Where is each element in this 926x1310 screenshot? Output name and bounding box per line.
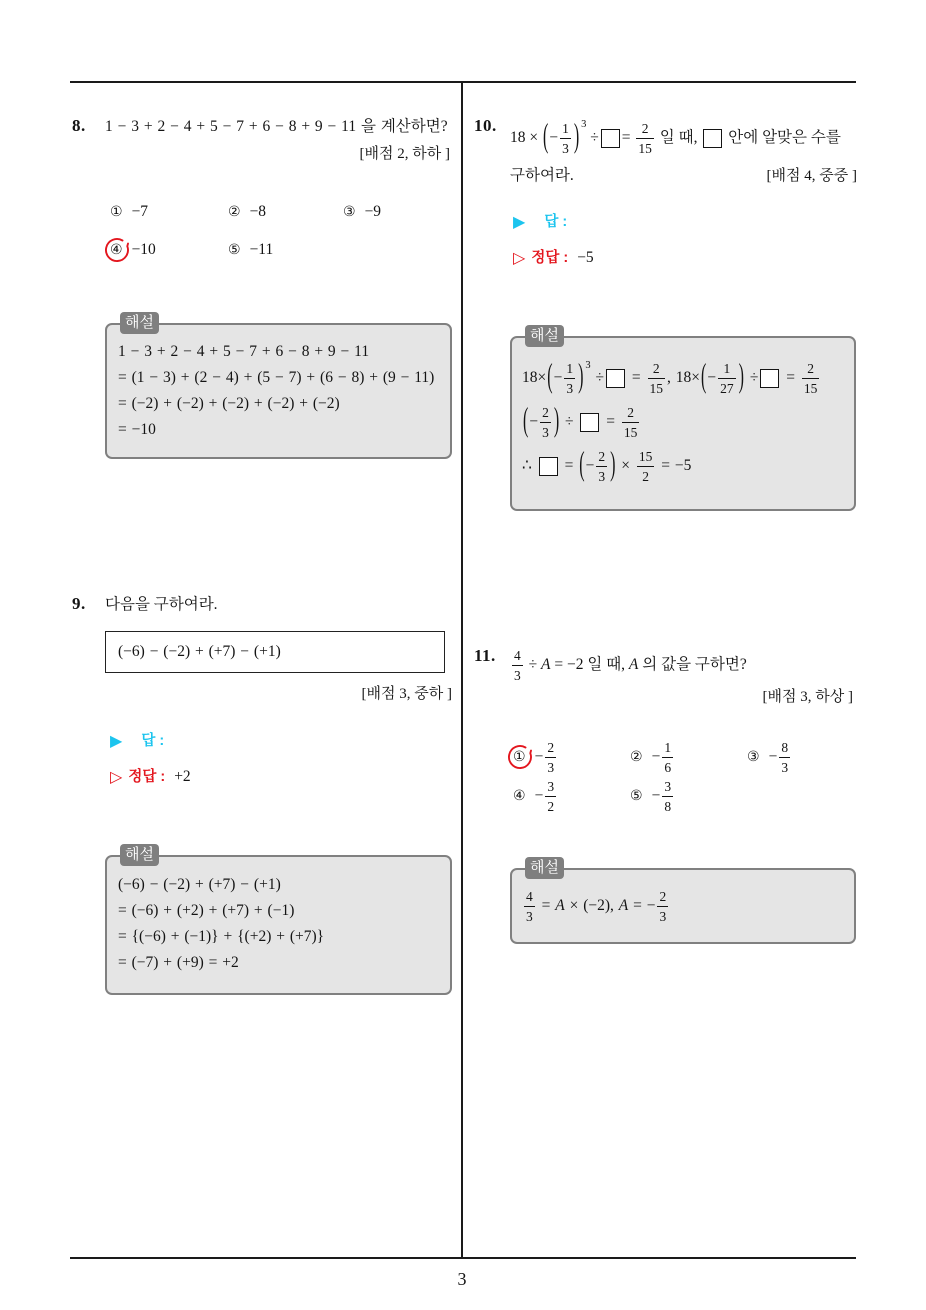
explanation-line: = (−2) + (−2) + (−2) + (−2) + (−2) — [118, 395, 340, 412]
fraction-denominator: 27 — [718, 378, 736, 396]
choice-2 — [630, 741, 675, 773]
math-text: 의 값을 구하면? — [638, 656, 747, 673]
math-text: × — [616, 457, 635, 474]
math-text: − — [651, 748, 661, 765]
math-text: = − — [628, 897, 656, 914]
explanation-label: 해설 — [120, 312, 159, 334]
fraction-numerator: 8 — [781, 739, 789, 755]
choice-value: −9 — [364, 203, 382, 220]
fraction-denominator: 3 — [545, 757, 556, 775]
exponent: 3 — [585, 360, 591, 371]
fraction-denominator: 3 — [596, 466, 607, 484]
fraction-denominator: 3 — [564, 378, 575, 396]
fraction — [657, 889, 668, 924]
question-stem-line-2: 구하여라. — [510, 167, 574, 184]
answer-row — [513, 212, 567, 232]
choice-mark: ⑤ — [630, 788, 643, 804]
math-variable: A — [618, 897, 629, 914]
question-number: 9. — [72, 594, 86, 613]
choice-5 — [228, 240, 273, 260]
choice-value: −10 — [131, 241, 156, 258]
fraction — [545, 779, 556, 814]
fraction-numerator: 4 — [526, 888, 533, 904]
correct-marker-icon: ▷ — [513, 248, 526, 267]
explanation-label: 해설 — [525, 857, 564, 879]
question-stem — [510, 646, 747, 684]
fraction-denominator: 3 — [779, 757, 790, 775]
fraction-denominator: 3 — [512, 665, 523, 683]
correct-value: −5 — [577, 249, 594, 266]
math-text: ÷ — [744, 369, 759, 386]
explanation-line: (−6) − (−2) + (+7) − (+1) — [118, 876, 281, 893]
explanation-label: 해설 — [525, 325, 564, 347]
answer-circle-mark — [506, 743, 534, 771]
correct-label: 정답 : — [531, 250, 569, 266]
explanation-line — [522, 400, 854, 444]
page-number: 3 — [457, 1269, 467, 1289]
correct-value: +2 — [174, 768, 191, 785]
choice-value — [535, 779, 559, 814]
math-text: 18 × — [510, 129, 542, 146]
fraction — [545, 740, 556, 775]
choice-value: −8 — [249, 203, 267, 220]
fraction — [648, 361, 666, 396]
points-tag: [배점 3, 하상 ] — [762, 689, 853, 705]
fraction — [779, 740, 790, 775]
explanation-line: 1 − 3 + 2 − 4 + 5 − 7 + 6 − 8 + 9 − 11 — [118, 343, 370, 360]
fraction-denominator: 3 — [524, 906, 535, 924]
explanation-line: = (−7) + (+9) = +2 — [118, 954, 239, 971]
big-parenthesis: ) — [610, 447, 616, 483]
choice-mark: ③ — [343, 204, 356, 220]
question-stem: 다음을 구하여라. — [105, 596, 218, 613]
question-number: 10. — [474, 116, 497, 135]
fraction-denominator: 8 — [662, 796, 673, 814]
choice-value: −7 — [131, 203, 149, 220]
choice-mark: ② — [630, 749, 643, 765]
math-text: 안에 알맞은 수를 — [724, 129, 841, 146]
choice-mark: ① — [513, 749, 526, 765]
question-stem: 1 − 3 + 2 − 4 + 5 − 7 + 6 − 8 + 9 − 11 을 계산하면? — [105, 118, 448, 135]
answer-blank-box — [601, 129, 620, 148]
math-text: − — [529, 413, 539, 430]
math-variable: A — [541, 656, 551, 673]
math-text: 18× — [522, 369, 547, 386]
fraction-denominator: 15 — [802, 378, 820, 396]
math-text: ÷ — [590, 369, 605, 386]
question-number: 11. — [474, 646, 496, 665]
choice-mark: ③ — [747, 749, 760, 765]
explanation-line — [522, 444, 854, 488]
big-parenthesis: ( — [547, 359, 553, 395]
fraction-numerator: 1 — [664, 739, 672, 755]
explanation-line: = −10 — [118, 421, 156, 438]
choice-4 — [513, 780, 558, 812]
answer-circle-mark — [103, 236, 131, 264]
fraction-denominator: 3 — [657, 906, 668, 924]
fraction-numerator: 4 — [514, 647, 521, 663]
big-parenthesis: ) — [553, 403, 560, 439]
question-stem-line-1 — [510, 115, 841, 161]
fraction-denominator: 2 — [545, 796, 556, 814]
choice-mark: ④ — [513, 788, 526, 804]
fraction-numerator: 2 — [807, 360, 814, 376]
choice-mark: ② — [228, 204, 241, 220]
correct-label: 정답 : — [128, 769, 166, 785]
math-text: − — [707, 369, 717, 386]
choice-1 — [110, 202, 148, 222]
fraction-numerator: 2 — [641, 120, 649, 136]
fraction — [802, 361, 820, 396]
fraction — [637, 449, 655, 484]
math-text: = — [536, 897, 556, 914]
expression-text: (−6) − (−2) + (+7) − (+1) — [118, 643, 281, 660]
big-parenthesis: ( — [579, 447, 585, 483]
math-text: = −5 — [656, 457, 692, 474]
fraction-numerator: 2 — [627, 404, 635, 420]
math-text: = — [621, 129, 635, 146]
fraction — [636, 121, 654, 156]
choice-value — [652, 740, 676, 775]
math-text: − — [553, 369, 563, 386]
answer-blank-box — [606, 369, 625, 388]
explanation-box — [510, 336, 856, 511]
fraction-denominator: 6 — [662, 757, 673, 775]
answer-blank-box — [703, 129, 722, 148]
fraction-numerator: 2 — [652, 360, 660, 376]
explanation-label: 해설 — [120, 844, 159, 866]
fraction-numerator: 3 — [664, 778, 672, 794]
answer-marker-icon: ▶ — [110, 731, 123, 750]
points-tag: [배점 3, 중하 ] — [361, 686, 452, 702]
math-text: = −2 일 때, — [550, 656, 629, 673]
math-variable: A — [555, 897, 565, 914]
top-rule — [70, 81, 856, 83]
fraction — [524, 889, 535, 924]
correct-answer-row — [513, 248, 594, 268]
big-parenthesis: ) — [573, 119, 580, 155]
fraction-numerator: 2 — [542, 404, 549, 420]
choice-mark: ⑤ — [228, 242, 241, 258]
fraction-denominator: 15 — [648, 378, 666, 396]
big-parenthesis: ) — [578, 359, 584, 395]
choice-value — [769, 740, 793, 775]
math-text: 일 때, — [655, 129, 702, 146]
math-text: − — [534, 748, 544, 765]
answer-row — [110, 731, 164, 751]
choice-3 — [747, 741, 792, 773]
points-tag: [배점 4, 중중 ] — [766, 168, 857, 184]
choice-3 — [343, 202, 381, 222]
math-text: , 18× — [667, 369, 701, 386]
explanation-line: = (1 − 3) + (2 − 4) + (5 − 7) + (6 − 8) + (9 − 11) — [118, 369, 435, 386]
explanation-line — [522, 356, 854, 400]
question-number: 8. — [72, 116, 86, 135]
correct-answer-row — [110, 767, 191, 787]
big-parenthesis: ( — [701, 359, 707, 395]
choice-2 — [228, 202, 266, 222]
fraction — [560, 121, 571, 156]
math-text: = — [627, 369, 646, 386]
fraction — [512, 648, 523, 683]
fraction-numerator: 3 — [547, 778, 555, 794]
fraction-numerator: 1 — [723, 360, 731, 376]
math-text: − — [585, 457, 595, 474]
answer-marker-icon: ▶ — [513, 212, 526, 231]
big-parenthesis: ( — [543, 119, 549, 155]
points-tag: [배점 2, 하하 ] — [359, 146, 450, 162]
fraction — [596, 449, 607, 484]
choice-value: −11 — [249, 241, 274, 258]
explanation-box — [510, 868, 856, 944]
fraction-numerator: 2 — [659, 888, 667, 904]
column-divider — [461, 82, 463, 1258]
explanation-box — [105, 323, 452, 459]
choice-value — [535, 740, 559, 775]
explanation-line: = (−6) + (+2) + (+7) + (−1) — [118, 902, 295, 919]
math-text: = — [601, 413, 620, 430]
math-text: ÷ — [524, 656, 542, 673]
explanation-box — [105, 855, 452, 995]
choice-mark: ④ — [110, 242, 123, 258]
fraction — [718, 361, 736, 396]
fraction-denominator: 3 — [560, 138, 571, 156]
choice-value — [652, 779, 676, 814]
fraction-denominator: 2 — [637, 466, 655, 484]
fraction — [564, 361, 575, 396]
big-parenthesis: ) — [738, 359, 744, 395]
correct-marker-icon: ▷ — [110, 767, 123, 786]
answer-label: 답 : — [141, 733, 165, 749]
math-text: = — [559, 457, 579, 474]
choice-mark: ① — [110, 204, 123, 220]
fraction-numerator: 1 — [566, 360, 574, 376]
math-text: − — [549, 129, 559, 146]
math-text: ∴ — [522, 457, 537, 474]
bottom-rule — [70, 1257, 856, 1259]
math-text: − — [651, 787, 661, 804]
fraction-numerator: 2 — [598, 448, 606, 464]
fraction-denominator: 15 — [622, 422, 640, 440]
fraction-numerator: 15 — [638, 448, 653, 464]
big-parenthesis: ( — [523, 403, 529, 439]
math-text: − — [768, 748, 778, 765]
fraction-denominator: 3 — [540, 422, 551, 440]
math-text: = — [781, 369, 800, 386]
explanation-line — [522, 886, 854, 926]
fraction-numerator: 1 — [562, 120, 569, 136]
fraction — [662, 779, 673, 814]
fraction-numerator: 2 — [547, 739, 555, 755]
math-text: ÷ — [586, 129, 599, 146]
choice-5 — [630, 780, 675, 812]
math-text: ÷ — [560, 413, 579, 430]
expression-box — [105, 631, 445, 673]
explanation-line: = {(−6) + (−1)} + {(+2) + (+7)} — [118, 928, 325, 945]
fraction-denominator: 15 — [636, 138, 654, 156]
math-text: − — [534, 787, 544, 804]
math-text: × (−2), — [564, 897, 619, 914]
math-variable: A — [628, 656, 639, 673]
exponent: 3 — [581, 119, 587, 130]
fraction — [662, 740, 673, 775]
answer-blank-box — [760, 369, 779, 388]
fraction — [622, 405, 640, 440]
answer-label: 답 : — [544, 214, 568, 230]
